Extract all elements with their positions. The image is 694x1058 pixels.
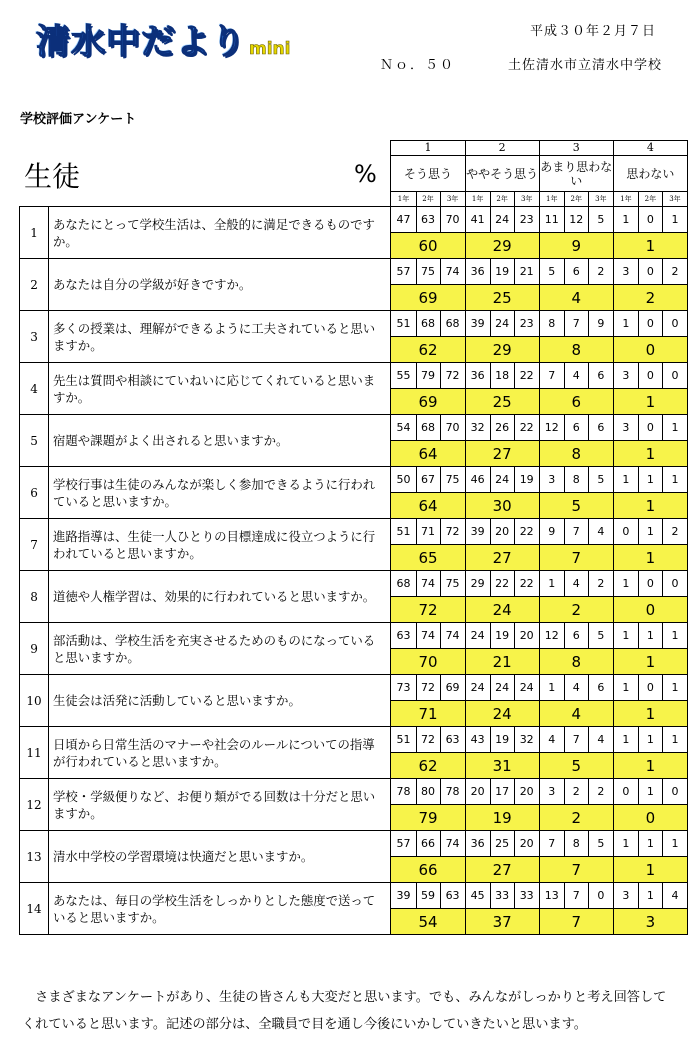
question-number: 8 [20, 571, 49, 623]
question-number: 1 [20, 207, 49, 259]
question-text: 日頃から日常生活のマナーや社会のルールについての指導が行われていると思いますか。 [49, 727, 391, 779]
grade-label: 1年 [465, 192, 490, 207]
grade-percentage: 4 [588, 727, 613, 753]
grade-label: 1年 [539, 192, 564, 207]
total-percentage: 31 [465, 753, 539, 779]
grade-percentage: 50 [391, 467, 416, 493]
grade-percentage: 4 [662, 883, 687, 909]
total-percentage: 2 [539, 597, 613, 623]
grade-percentage: 26 [490, 415, 514, 441]
grade-percentage: 20 [465, 779, 490, 805]
total-percentage: 8 [539, 441, 613, 467]
grade-percentage: 2 [564, 779, 588, 805]
grade-percentage: 22 [514, 363, 539, 389]
grade-percentage: 0 [662, 571, 687, 597]
total-percentage: 5 [539, 753, 613, 779]
choice-label: そう思う [391, 156, 465, 192]
grade-percentage: 1 [638, 831, 662, 857]
grade-percentage: 74 [440, 831, 465, 857]
grade-percentage: 0 [613, 519, 638, 545]
total-percentage: 1 [613, 857, 687, 883]
total-percentage: 3 [613, 909, 687, 935]
issue-number: Ｎｏ．５０ [380, 58, 456, 73]
total-percentage: 65 [391, 545, 465, 571]
total-percentage: 69 [391, 389, 465, 415]
question-text: 進路指導は、生徒一人ひとりの目標達成に役立つように行われていると思いますか。 [49, 519, 391, 571]
total-percentage: 1 [613, 545, 687, 571]
grade-percentage: 1 [613, 623, 638, 649]
grade-percentage: 57 [391, 831, 416, 857]
grade-percentage: 20 [514, 623, 539, 649]
grade-percentage: 22 [514, 415, 539, 441]
grade-percentage: 1 [662, 207, 687, 233]
total-percentage: 0 [613, 337, 687, 363]
total-percentage: 1 [613, 753, 687, 779]
total-percentage: 25 [465, 389, 539, 415]
grade-percentage: 0 [638, 571, 662, 597]
grade-percentage: 3 [613, 883, 638, 909]
question-text: 学校行事は生徒のみんなが楽しく参加できるように行われていると思いますか。 [49, 467, 391, 519]
grade-percentage: 67 [416, 467, 440, 493]
grade-percentage: 32 [465, 415, 490, 441]
grade-percentage: 7 [564, 727, 588, 753]
grade-percentage: 5 [588, 831, 613, 857]
grade-percentage: 3 [613, 363, 638, 389]
question-number: 12 [20, 779, 49, 831]
grade-percentage: 75 [416, 259, 440, 285]
question-row [20, 311, 688, 337]
grade-percentage: 20 [514, 831, 539, 857]
grade-percentage: 17 [490, 779, 514, 805]
total-percentage: 70 [391, 649, 465, 675]
choice-label: ややそう思う [465, 156, 539, 192]
question-row [20, 467, 688, 493]
question-row [20, 363, 688, 389]
question-number: 14 [20, 883, 49, 935]
total-percentage: 30 [465, 493, 539, 519]
survey-title: 学校評価アンケート [20, 112, 137, 127]
grade-percentage: 3 [539, 779, 564, 805]
total-percentage: 4 [539, 701, 613, 727]
grade-percentage: 78 [440, 779, 465, 805]
grade-percentage: 24 [490, 311, 514, 337]
question-text: 多くの授業は、理解ができるように工夫されていると思いますか。 [49, 311, 391, 363]
grade-percentage: 5 [588, 623, 613, 649]
grade-percentage: 80 [416, 779, 440, 805]
grade-percentage: 2 [588, 259, 613, 285]
question-row [20, 519, 688, 545]
grade-percentage: 36 [465, 831, 490, 857]
choice-number: 4 [613, 141, 687, 156]
grade-percentage: 24 [514, 675, 539, 701]
total-percentage: 24 [465, 597, 539, 623]
choice-number: 2 [465, 141, 539, 156]
grade-percentage: 8 [539, 311, 564, 337]
choice-label: あまり思わない [539, 156, 613, 192]
grade-percentage: 32 [514, 727, 539, 753]
total-percentage: 1 [613, 389, 687, 415]
question-text: あなたは、毎日の学校生活をしっかりとした態度で送っていると思いますか。 [49, 883, 391, 935]
total-percentage: 27 [465, 441, 539, 467]
grade-percentage: 0 [662, 779, 687, 805]
total-percentage: 6 [539, 389, 613, 415]
grade-percentage: 6 [588, 363, 613, 389]
total-percentage: 66 [391, 857, 465, 883]
question-row [20, 207, 688, 233]
grade-percentage: 68 [416, 415, 440, 441]
grade-percentage: 5 [588, 467, 613, 493]
grade-percentage: 1 [662, 623, 687, 649]
question-row [20, 883, 688, 909]
grade-percentage: 70 [440, 207, 465, 233]
total-percentage: 0 [613, 805, 687, 831]
grade-percentage: 72 [416, 727, 440, 753]
grade-percentage: 22 [514, 571, 539, 597]
question-number: 2 [20, 259, 49, 311]
question-text: 部活動は、学校生活を充実させるためのものになっていると思いますか。 [49, 623, 391, 675]
grade-percentage: 18 [490, 363, 514, 389]
grade-percentage: 72 [416, 675, 440, 701]
choice-number: 1 [391, 141, 465, 156]
grade-percentage: 33 [490, 883, 514, 909]
grade-percentage: 9 [539, 519, 564, 545]
grade-percentage: 41 [465, 207, 490, 233]
total-percentage: 2 [539, 805, 613, 831]
total-percentage: 8 [539, 337, 613, 363]
grade-percentage: 23 [514, 207, 539, 233]
grade-percentage: 7 [539, 363, 564, 389]
grade-percentage: 74 [416, 571, 440, 597]
grade-percentage: 72 [440, 363, 465, 389]
grade-percentage: 75 [440, 571, 465, 597]
grade-percentage: 24 [465, 675, 490, 701]
grade-percentage: 8 [564, 831, 588, 857]
grade-percentage: 24 [465, 623, 490, 649]
grade-percentage: 1 [613, 467, 638, 493]
grade-percentage: 33 [514, 883, 539, 909]
grade-percentage: 1 [662, 831, 687, 857]
question-text: 道徳や人権学習は、効果的に行われていると思いますか。 [49, 571, 391, 623]
grade-percentage: 6 [588, 675, 613, 701]
question-number: 6 [20, 467, 49, 519]
grade-percentage: 51 [391, 519, 416, 545]
grade-percentage: 59 [416, 883, 440, 909]
grade-label: 1年 [391, 192, 416, 207]
grade-percentage: 12 [564, 207, 588, 233]
total-percentage: 27 [465, 545, 539, 571]
grade-percentage: 0 [638, 259, 662, 285]
grade-percentage: 68 [416, 311, 440, 337]
question-text: 宿題や課題がよく出されると思いますか。 [49, 415, 391, 467]
choice-number: 3 [539, 141, 613, 156]
question-text: 生徒会は活発に活動していると思いますか。 [49, 675, 391, 727]
closing-message: さまざまなアンケートがあり、生徒の皆さんも大変だと思います。でも、みんながしっかりと考え回答してくれていると思います。記述の部分は、全職員で目を通し今後にいかしていきたいと思います。 [22, 990, 667, 1032]
grade-percentage: 1 [662, 467, 687, 493]
newsletter-logo [36, 14, 290, 63]
total-percentage: 37 [465, 909, 539, 935]
grade-percentage: 75 [440, 467, 465, 493]
grade-percentage: 51 [391, 727, 416, 753]
logo-title: 清水中だより [36, 22, 246, 62]
total-percentage: 8 [539, 649, 613, 675]
grade-percentage: 4 [539, 727, 564, 753]
grade-percentage: 2 [662, 519, 687, 545]
grade-percentage: 7 [564, 883, 588, 909]
total-percentage: 4 [539, 285, 613, 311]
grade-percentage: 0 [588, 883, 613, 909]
total-percentage: 64 [391, 441, 465, 467]
grade-percentage: 5 [588, 207, 613, 233]
grade-percentage: 22 [490, 571, 514, 597]
grade-percentage: 24 [490, 207, 514, 233]
total-percentage: 7 [539, 909, 613, 935]
question-row [20, 259, 688, 285]
grade-percentage: 7 [539, 831, 564, 857]
grade-percentage: 8 [564, 467, 588, 493]
grade-percentage: 47 [391, 207, 416, 233]
grade-percentage: 3 [539, 467, 564, 493]
grade-percentage: 4 [564, 571, 588, 597]
grade-percentage: 63 [440, 883, 465, 909]
question-number: 5 [20, 415, 49, 467]
question-row [20, 415, 688, 441]
survey-table [19, 140, 688, 935]
choice-label: 思わない [613, 156, 687, 192]
question-text: 先生は質問や相談にていねいに応じてくれていると思いますか。 [49, 363, 391, 415]
logo-subtitle: mini [249, 39, 291, 59]
grade-percentage: 68 [391, 571, 416, 597]
grade-percentage: 0 [638, 207, 662, 233]
grade-percentage: 24 [490, 467, 514, 493]
subject-label: 生徒 [24, 160, 81, 193]
grade-percentage: 71 [416, 519, 440, 545]
grade-percentage: 22 [514, 519, 539, 545]
total-percentage: 7 [539, 857, 613, 883]
question-number: 10 [20, 675, 49, 727]
question-row [20, 623, 688, 649]
grade-percentage: 9 [588, 311, 613, 337]
grade-percentage: 4 [588, 519, 613, 545]
grade-percentage: 12 [539, 623, 564, 649]
total-percentage: 0 [613, 597, 687, 623]
grade-percentage: 7 [564, 311, 588, 337]
grade-percentage: 20 [514, 779, 539, 805]
grade-percentage: 1 [638, 519, 662, 545]
question-text: 清水中学校の学習環境は快適だと思いますか。 [49, 831, 391, 883]
total-percentage: 1 [613, 441, 687, 467]
question-text: あなたにとって学校生活は、全般的に満足できるものですか。 [49, 207, 391, 259]
grade-percentage: 1 [638, 883, 662, 909]
grade-label: 2年 [564, 192, 588, 207]
grade-percentage: 78 [391, 779, 416, 805]
grade-percentage: 0 [662, 363, 687, 389]
grade-percentage: 74 [440, 623, 465, 649]
grade-label: 2年 [416, 192, 440, 207]
grade-percentage: 23 [514, 311, 539, 337]
grade-label: 3年 [662, 192, 687, 207]
grade-label: 1年 [613, 192, 638, 207]
grade-percentage: 1 [638, 779, 662, 805]
grade-percentage: 45 [465, 883, 490, 909]
grade-percentage: 39 [391, 883, 416, 909]
grade-percentage: 63 [440, 727, 465, 753]
question-number: 13 [20, 831, 49, 883]
grade-percentage: 0 [638, 363, 662, 389]
grade-percentage: 72 [440, 519, 465, 545]
question-row [20, 727, 688, 753]
grade-percentage: 39 [465, 311, 490, 337]
total-percentage: 60 [391, 233, 465, 259]
grade-percentage: 51 [391, 311, 416, 337]
question-number: 9 [20, 623, 49, 675]
total-percentage: 54 [391, 909, 465, 935]
grade-percentage: 12 [539, 415, 564, 441]
total-percentage: 62 [391, 753, 465, 779]
total-percentage: 2 [613, 285, 687, 311]
grade-percentage: 7 [564, 519, 588, 545]
question-row [20, 831, 688, 857]
grade-percentage: 1 [613, 571, 638, 597]
grade-percentage: 0 [638, 675, 662, 701]
question-row [20, 779, 688, 805]
grade-percentage: 29 [465, 571, 490, 597]
grade-percentage: 24 [490, 675, 514, 701]
grade-percentage: 6 [564, 259, 588, 285]
grade-percentage: 19 [490, 259, 514, 285]
grade-percentage: 1 [613, 727, 638, 753]
total-percentage: 71 [391, 701, 465, 727]
grade-percentage: 4 [564, 363, 588, 389]
question-row [20, 571, 688, 597]
grade-label: 2年 [490, 192, 514, 207]
grade-percentage: 25 [490, 831, 514, 857]
grade-percentage: 39 [465, 519, 490, 545]
grade-percentage: 63 [416, 207, 440, 233]
grade-percentage: 2 [588, 571, 613, 597]
total-percentage: 21 [465, 649, 539, 675]
grade-percentage: 74 [416, 623, 440, 649]
grade-percentage: 1 [613, 675, 638, 701]
grade-percentage: 19 [490, 623, 514, 649]
grade-percentage: 3 [613, 259, 638, 285]
grade-percentage: 6 [564, 415, 588, 441]
grade-percentage: 21 [514, 259, 539, 285]
grade-percentage: 69 [440, 675, 465, 701]
grade-percentage: 46 [465, 467, 490, 493]
grade-percentage: 20 [490, 519, 514, 545]
grade-percentage: 2 [588, 779, 613, 805]
grade-percentage: 6 [564, 623, 588, 649]
grade-percentage: 13 [539, 883, 564, 909]
grade-label: 3年 [514, 192, 539, 207]
total-percentage: 9 [539, 233, 613, 259]
question-number: 11 [20, 727, 49, 779]
grade-percentage: 1 [638, 727, 662, 753]
grade-percentage: 1 [539, 675, 564, 701]
grade-percentage: 1 [539, 571, 564, 597]
total-percentage: 7 [539, 545, 613, 571]
grade-percentage: 1 [613, 207, 638, 233]
question-text: あなたは自分の学級が好きですか。 [49, 259, 391, 311]
total-percentage: 64 [391, 493, 465, 519]
grade-percentage: 0 [613, 779, 638, 805]
grade-percentage: 43 [465, 727, 490, 753]
grade-percentage: 74 [440, 259, 465, 285]
grade-percentage: 66 [416, 831, 440, 857]
question-text: 学校・学級便りなど、お便り類がでる回数は十分だと思いますか。 [49, 779, 391, 831]
grade-percentage: 57 [391, 259, 416, 285]
total-percentage: 1 [613, 493, 687, 519]
grade-percentage: 79 [416, 363, 440, 389]
total-percentage: 1 [613, 649, 687, 675]
grade-percentage: 0 [638, 311, 662, 337]
total-percentage: 1 [613, 233, 687, 259]
grade-percentage: 0 [638, 415, 662, 441]
grade-percentage: 54 [391, 415, 416, 441]
grade-percentage: 4 [564, 675, 588, 701]
total-percentage: 1 [613, 701, 687, 727]
grade-percentage: 73 [391, 675, 416, 701]
school-name: 土佐清水市立清水中学校 [508, 58, 663, 73]
grade-percentage: 36 [465, 363, 490, 389]
grade-percentage: 36 [465, 259, 490, 285]
grade-percentage: 63 [391, 623, 416, 649]
grade-percentage: 1 [638, 467, 662, 493]
total-percentage: 24 [465, 701, 539, 727]
issue-date: 平成３０年２月７日 [530, 24, 657, 39]
grade-percentage: 1 [638, 623, 662, 649]
grade-percentage: 1 [662, 415, 687, 441]
grade-percentage: 0 [662, 311, 687, 337]
total-percentage: 62 [391, 337, 465, 363]
grade-percentage: 68 [440, 311, 465, 337]
percent-symbol: % [354, 160, 377, 188]
total-percentage: 29 [465, 233, 539, 259]
grade-percentage: 1 [662, 675, 687, 701]
total-percentage: 69 [391, 285, 465, 311]
question-number: 3 [20, 311, 49, 363]
grade-percentage: 55 [391, 363, 416, 389]
total-percentage: 29 [465, 337, 539, 363]
grade-percentage: 1 [613, 311, 638, 337]
total-percentage: 72 [391, 597, 465, 623]
grade-percentage: 11 [539, 207, 564, 233]
grade-percentage: 19 [514, 467, 539, 493]
grade-label: 3年 [588, 192, 613, 207]
grade-percentage: 5 [539, 259, 564, 285]
grade-percentage: 3 [613, 415, 638, 441]
total-percentage: 19 [465, 805, 539, 831]
total-percentage: 27 [465, 857, 539, 883]
grade-label: 2年 [638, 192, 662, 207]
total-percentage: 79 [391, 805, 465, 831]
grade-percentage: 2 [662, 259, 687, 285]
grade-percentage: 19 [490, 727, 514, 753]
grade-percentage: 70 [440, 415, 465, 441]
question-number: 4 [20, 363, 49, 415]
question-number: 7 [20, 519, 49, 571]
total-percentage: 25 [465, 285, 539, 311]
grade-percentage: 6 [588, 415, 613, 441]
total-percentage: 5 [539, 493, 613, 519]
grade-percentage: 1 [662, 727, 687, 753]
grade-percentage: 1 [613, 831, 638, 857]
question-row [20, 675, 688, 701]
grade-label: 3年 [440, 192, 465, 207]
